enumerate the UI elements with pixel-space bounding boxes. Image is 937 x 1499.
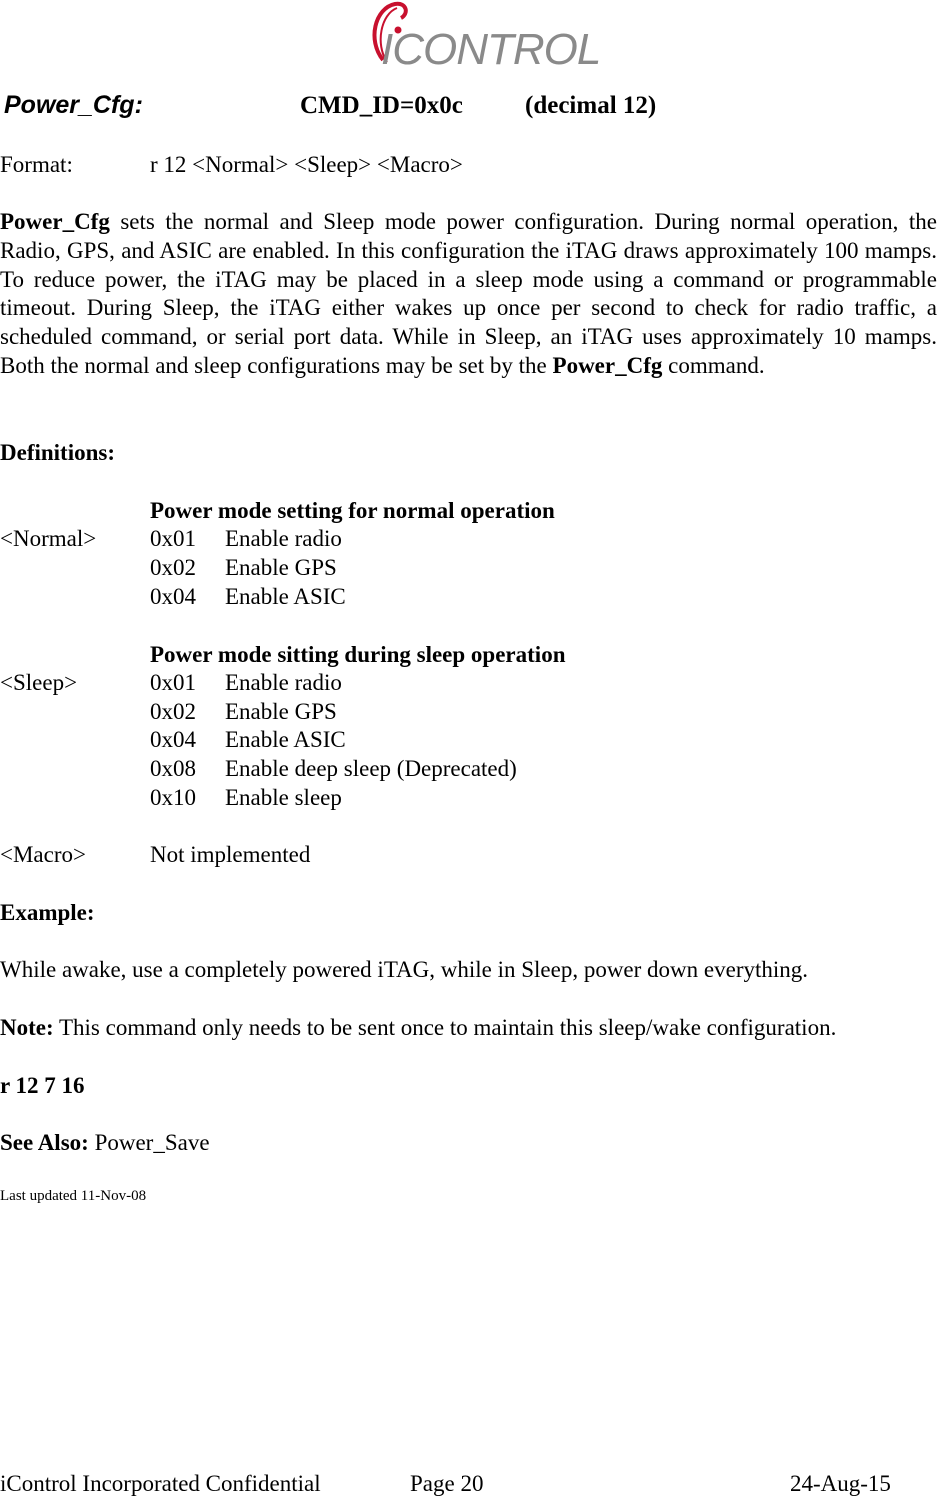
note-text: This command only needs to be sent once to maintain this sleep/wake configuration.: [53, 1015, 837, 1040]
logo-wordmark: ICONTROL: [381, 25, 601, 74]
footer-confidential: iControl Incorporated Confidential: [0, 1471, 321, 1496]
command-colon: :: [134, 91, 143, 119]
note: [0, 1014, 836, 1042]
command-id: CMD_ID=0x0c: [300, 92, 463, 119]
last-updated: Last updated 11-Nov-08: [0, 1188, 147, 1204]
normal-title: Power mode setting for normal operation: [150, 498, 555, 523]
normal-param: <Normal>: [0, 526, 97, 551]
normal-desc: Enable ASIC: [225, 584, 346, 609]
sleep-desc: Enable GPS: [225, 699, 337, 724]
sleep-code: 0x01: [150, 670, 196, 695]
format-value: r 12 <Normal> <Sleep> <Macro>: [150, 152, 463, 177]
command-decimal: (decimal 12): [525, 92, 657, 119]
note-label: Note:: [0, 1015, 54, 1040]
footer-date: 24-Aug-15: [790, 1471, 891, 1496]
description-lead: Power_Cfg: [0, 209, 110, 234]
normal-code: 0x04: [150, 584, 196, 609]
normal-desc: Enable radio: [225, 526, 342, 551]
see-also-label: See Also:: [0, 1130, 89, 1155]
definitions-heading: Definitions:: [0, 440, 115, 465]
see-also-link: Power_Save: [88, 1130, 210, 1155]
description-tail-bold: Power_Cfg: [552, 352, 663, 378]
format-label: Format:: [0, 152, 73, 177]
normal-code: 0x02: [150, 555, 196, 580]
sleep-code: 0x10: [150, 785, 196, 810]
command-name: Power_Cfg: [4, 91, 135, 119]
sleep-title: Power mode sitting during sleep operation: [150, 642, 566, 667]
description-body: sets the normal and Sleep mode power configuration. During normal operation, the Radio, GPS, and ASIC are enabled. In this configuration the iTAG draws approximately 100 mamps. To reduce power, the iTAG may be placed in a sleep mode using a command or programmable timeout. During Sleep, the iTAG either wakes up once per second to check for radio traffic, a scheduled command, or serial port data. While in Sleep, an iTAG uses approximately 10 mamps. Both the normal and sleep configurations may be set by the: [0, 209, 937, 378]
sleep-desc: Enable deep sleep (Deprecated): [225, 756, 517, 781]
sleep-code: 0x02: [150, 699, 196, 724]
description-paragraph: [0, 208, 937, 381]
example-heading: Example:: [0, 900, 95, 925]
example-command: r 12 7 16: [0, 1073, 85, 1098]
example-text: While awake, use a completely powered iTAG, while in Sleep, power down everything.: [0, 957, 809, 982]
normal-code: 0x01: [150, 526, 196, 551]
normal-desc: Enable GPS: [225, 555, 337, 580]
sleep-desc: Enable radio: [225, 670, 342, 695]
sleep-desc: Enable sleep: [225, 785, 342, 810]
description-tail: command.: [662, 352, 765, 378]
sleep-code: 0x04: [150, 727, 196, 752]
sleep-code: 0x08: [150, 756, 196, 781]
footer-page-number: Page 20: [410, 1471, 484, 1496]
macro-value: Not implemented: [150, 842, 311, 867]
command-title: [4, 91, 143, 120]
macro-param: <Macro>: [0, 842, 86, 867]
sleep-param: <Sleep>: [0, 670, 78, 695]
company-logo: [365, 0, 601, 80]
sleep-desc: Enable ASIC: [225, 727, 346, 752]
see-also: [0, 1129, 210, 1157]
